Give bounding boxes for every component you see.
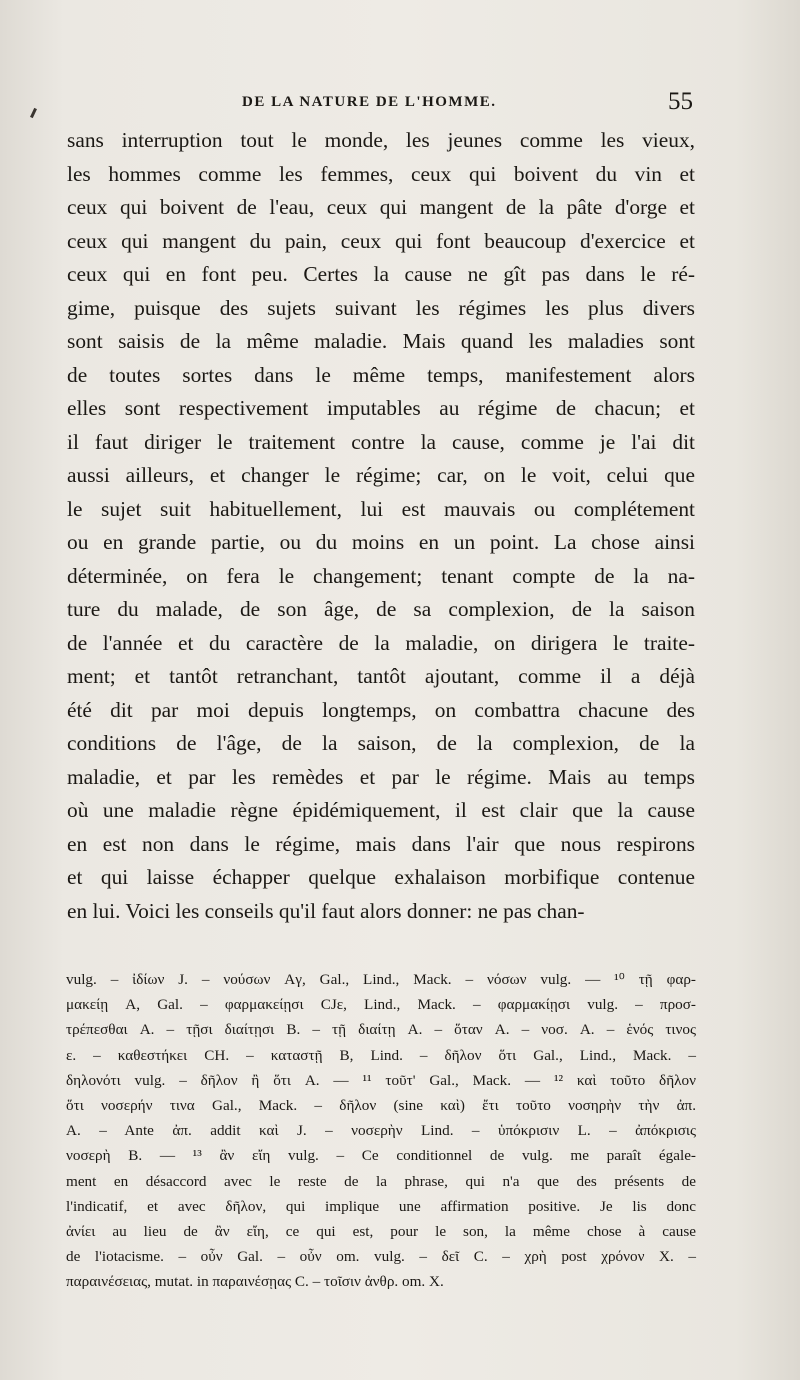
text-line: ou en grande partie, ou du moins en un point. La chose ainsi [67,530,695,554]
margin-mark [30,108,37,118]
text-line: et qui laisse échapper quelque exhalaison morbifique contenue [67,865,695,889]
footnote-line: ἀνίει au lieu de ἂν εἴη, ce qui est, pour le son, la même chose à cause [66,1223,696,1241]
text-line: ceux qui en font peu. Certes la cause ne gît pas dans le ré- [67,262,695,286]
text-line: elles sont respectivement imputables au régime de chacun; et [67,396,695,420]
text-line: les hommes comme les femmes, ceux qui boivent du vin et [67,161,695,186]
footnote-line: παραινέσειας, mutat. in παραινέσῃας C. – τοῖσιν ἀνθρ. om. X. [66,1273,444,1291]
text-line: conditions de l'âge, de la saison, de la complexion, de la [67,731,695,755]
footnote-line: vulg. – ἰδίων J. – νούσων Aγ, Gal., Lind., Mack. – νόσων vulg. — ¹⁰ τῇ φαρ- [66,971,696,988]
text-line: ceux qui boivent de l'eau, ceux qui mangent de la pâte d'orge et [67,195,695,219]
footnote-line: A. – Ante ἀπ. addit καὶ J. – νοσερὴν Lind. – ὑπόκρισιν L. – ἀπόκρισις [66,1122,696,1140]
text-line: ment; et tantôt retranchant, tantôt ajoutant, comme il a déjà [67,664,695,688]
footnote-line: δηλονότι vulg. – δῆλον ἢ ὅτι A. — ¹¹ τοῦτ' Gal., Mack. — ¹² καὶ τοῦτο δῆλον [66,1071,696,1089]
text-line: été dit par moi depuis longtemps, on combattra chacune des [67,697,695,722]
footnote-line: μακείῃ A, Gal. – φαρμακείῃσι CJε, Lind., Mack. – φαρμακίῃσι vulg. – προσ- [66,996,696,1014]
text-line: ceux qui mangent du pain, ceux qui font beaucoup d'exercice et [67,228,695,253]
footnote-line: de l'iotacisme. – οὖν Gal. – οὖν om. vulg. – δεῖ C. – χρὴ post χρόνον X. – [66,1248,696,1266]
running-title: DE LA NATURE DE L'HOMME. [242,94,497,110]
footnote-line: ε. – καθεστήκει CH. – καταστῇ B, Lind. – δῆλον ὅτι Gal., Lind., Mack. – [66,1046,696,1064]
footnote-line: τρέπεσθαι A. – τῇσι διαίτῃσι B. – τῇ διαίτῃ A. – ὅταν A. – νοσ. A. – ἑνός τινος [66,1021,696,1039]
text-line: gime, puisque des sujets suivant les régimes les plus divers [67,295,695,320]
text-line: ture du malade, de son âge, de sa complexion, de la saison [67,597,695,621]
text-line: il faut diriger le traitement contre la cause, comme je l'ai dit [67,429,695,454]
footnote-line: ὅτι νοσερήν τινα Gal., Mack. – δῆλον (sine καὶ) ἔτι τοῦτο νοσηρὴν τὴν ἀπ. [66,1097,696,1115]
text-line: de l'année et du caractère de la maladie, on dirigera le traite- [67,630,695,655]
main-text [67,124,695,928]
text-line: en lui. Voici les conseils qu'il faut alors donner: ne pas chan- [67,898,585,923]
text-line: le sujet suit habituellement, lui est mauvais ou complétement [67,496,695,521]
text-line: déterminée, on fera le changement; tenant compte de la na- [67,563,695,588]
text-line: où une maladie règne épidémiquement, il est clair que la cause [67,798,695,822]
footnote-line: ment en désaccord avec le reste de la phrase, qui n'a que des présents de [66,1172,696,1190]
text-line: aussi ailleurs, et changer le régime; car, on le voit, celui que [67,463,695,487]
page-number: 55 [668,88,693,115]
text-line: en est non dans le régime, mais dans l'air que nous respirons [67,831,695,856]
text-line: sans interruption tout le monde, les jeunes comme les vieux, [67,128,695,152]
text-line: de toutes sortes dans le même temps, manifestement alors [67,362,695,387]
footnote-line: νοσερὴ B. — ¹³ ἂν εἴη vulg. – Ce conditionnel de vulg. me paraît égale- [66,1147,696,1165]
footnote-line: l'indicatif, et avec δῆλον, qui implique une affirmation positive. Je lis donc [66,1197,696,1215]
footnotes [66,967,696,1295]
page-header [70,90,695,120]
text-line: sont saisis de la même maladie. Mais quand les maladies sont [67,329,695,353]
text-line: maladie, et par les remèdes et par le régime. Mais au temps [67,764,695,789]
